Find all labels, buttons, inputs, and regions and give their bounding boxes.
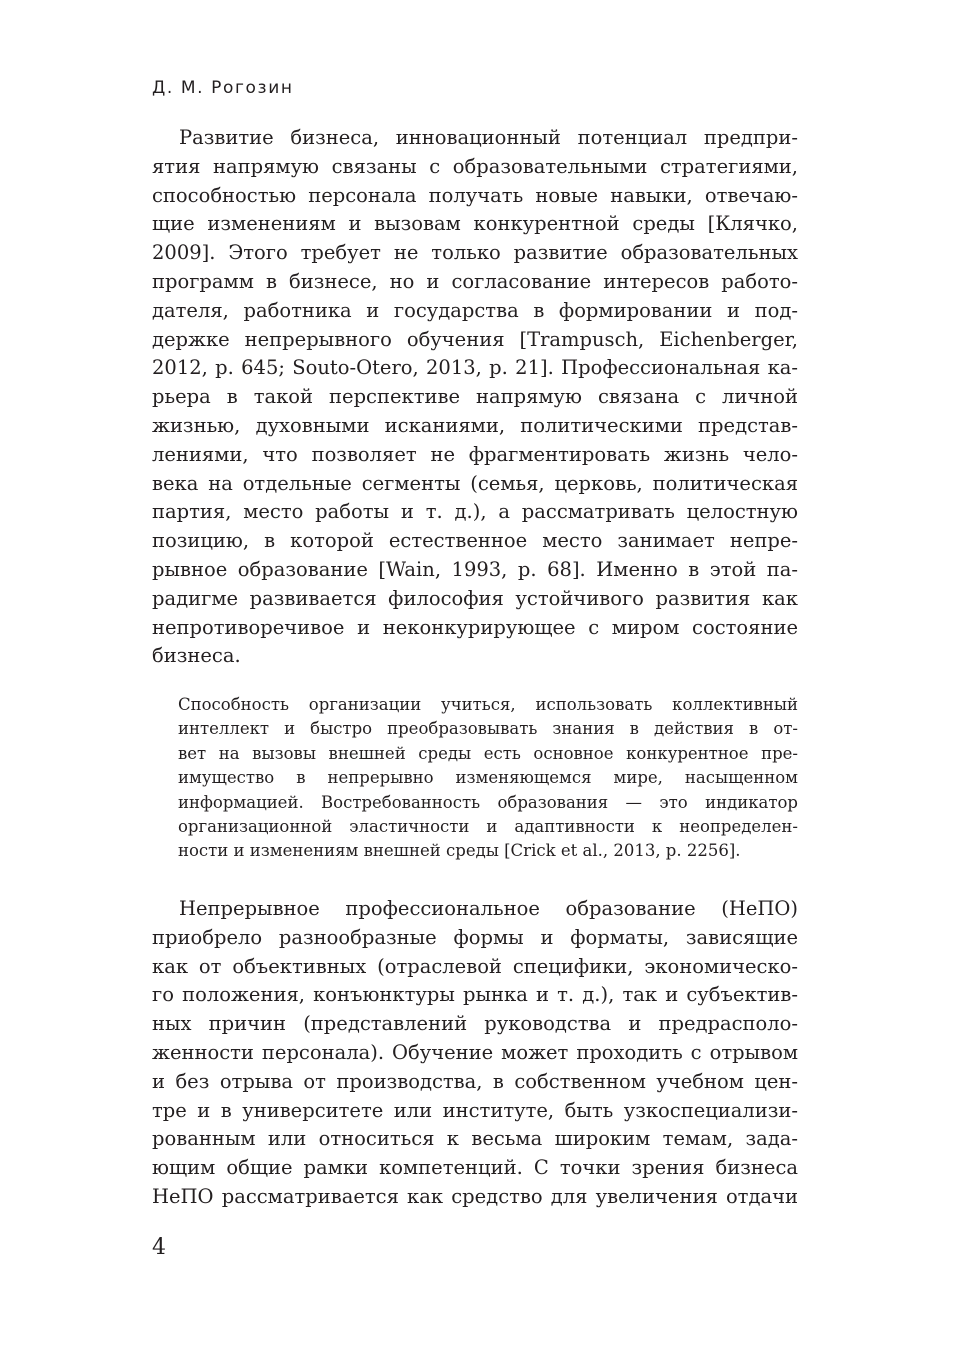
text-line: го положения, конъюнктуры рынка и т. д.), так и субъектив- [152,983,798,1007]
quote-line: интеллект и быстро преобразовывать знания в действия в от- [178,719,798,739]
text-line: Непрерывное профессиональное образование (НеПО) [179,897,798,920]
block-quote [178,693,798,864]
text-line: непротиворечивое и неконкурирующее с миром состояние [152,615,798,639]
paragraph-2 [152,895,798,1212]
text-line: радигме развивается философия устойчивого развития как [152,586,798,610]
text-line: женности персонала). Обучение может проходить с отрывом [152,1040,798,1064]
text-line: тре и в университете или институте, быть узкоспециализи- [152,1098,798,1122]
text-line: рьера в такой перспективе напрямую связана с личной [152,385,798,409]
text-line: партия, место работы и т. д.), а рассматривать целостную [152,500,798,524]
quote-line: информацией. Востребованность образования — это индикатор [178,792,798,812]
quote-line: организационной эластичности и адаптивности к неопределен- [178,816,798,836]
text-line: как от объективных (отраслевой специфики, экономическо- [152,954,798,978]
text-line: бизнеса. [152,644,241,668]
text-line: способностью персонала получать новые навыки, отвечаю- [152,183,798,207]
quote-line: ности и изменениям внешней среды [Crick et al., 2013, p. 2256]. [178,841,741,861]
text-line: 2012, p. 645; Souto-Otero, 2013, p. 21]. Профессиональная ка- [152,356,798,380]
text-line: рованным или относиться к весьма широким темам, зада- [152,1127,798,1151]
quote-line: имущество в непрерывно изменяющемся мире, насыщенном [178,768,798,788]
text-line: ятия напрямую связаны с образовательными стратегиями, [152,154,798,178]
paragraph-1 [152,124,798,671]
text-line: дателя, работника и государства в формировании и под- [152,298,798,322]
quote-line: вет на вызовы внешней среды есть основное конкурентное пре- [178,743,798,763]
text-line: приобрело разнообразные формы и форматы, зависящие [152,925,798,949]
page-number: 4 [152,1235,166,1260]
quote-line: Способность организации учиться, использовать коллективный [178,695,798,714]
text-line: века на отдельные сегменты (семья, церковь, политическая [152,471,798,495]
text-line: ных причин (представлений руководства и предрасполо- [152,1012,798,1036]
text-line: щие изменениям и вызовам конкурентной среды [Клячко, [152,212,798,236]
text-line: держке непрерывного обучения [Trampusch, Eichenberger, [152,327,798,351]
text-line: лениями, что позволяет не фрагментировать жизнь чело- [152,442,798,466]
running-head-author: Д. М. Рогозин [152,78,294,98]
text-line: рывное образование [Wain, 1993, p. 68]. Именно в этой па- [152,557,798,581]
text-line: программ в бизнесе, но и согласование интересов работо- [152,269,798,293]
text-line: Развитие бизнеса, инновационный потенциал предпри- [179,126,798,149]
text-line: жизнью, духовными исканиями, политическими представ- [152,413,798,437]
text-line: и без отрыва от производства, в собственном учебном цен- [152,1069,798,1093]
text-line: позицию, в которой естественное место занимает непре- [152,529,798,553]
text-line: 2009]. Этого требует не только развитие образовательных [152,241,798,265]
text-line: ющим общие рамки компетенций. С точки зрения бизнеса [152,1156,798,1180]
text-line: НеПО рассматривается как средство для увеличения отдачи [152,1184,798,1208]
